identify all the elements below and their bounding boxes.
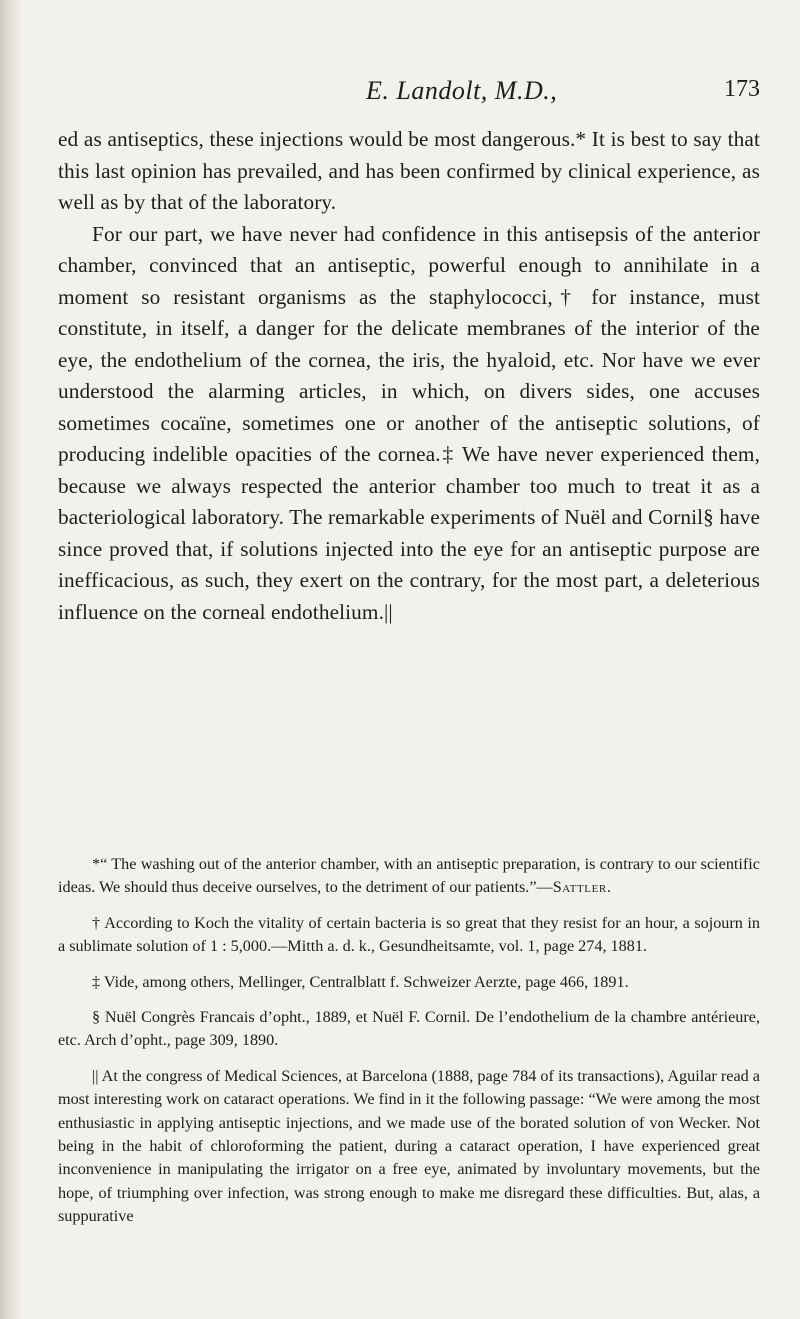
page-number: 173 [724, 76, 760, 102]
footnote-section: § Nuël Congrès Francais d’opht., 1889, et Nuël F. Cornil. De l’endothelium de la chambre antérieure, etc. Arch d’opht., page 309, 1890. [58, 1008, 760, 1050]
footnote-double-dagger: ‡ Vide, among others, Mellinger, Centralblatt f. Schweizer Aerzte, page 466, 1891. [92, 972, 629, 991]
running-head: E. Landolt, M.D., [366, 76, 558, 105]
page-header [92, 76, 760, 110]
footnote-star [58, 853, 760, 900]
paragraph: ed as antiseptics, these injections would be most dangerous.* It is best to say that this last opinion has prevailed, and has been confirmed by clinical experience, as well as by that of the laboratory. [58, 127, 760, 214]
footnote-dagger: † According to Koch the vitality of certain bacteria is so great that they resist for an hour, a sojourn in a sublimate solution of 1 : 5,000.—Mitth a. d. k., Gesundheitsamte, vol. 1, page 274, 1881. [58, 913, 760, 956]
paragraph: For our part, we have never had confidence in this antisepsis of the anterior chamber, convinced that an antiseptic, powerful enough to annihilate in a moment so resistant organisms as the staphylococci,† for instance, must constitute, in itself, a danger for the delicate membranes of the interior of the eye, the endothelium of the cornea, the iris, the hyaloid, etc. Nor have we ever understood the alarming articles, in which, on divers sides, one accuses sometimes cocaïne, sometimes one or another of the antiseptic solutions, of producing indelible opacities of the cornea.‡ We have never experienced them, because we always respected the anterior chamber too much to treat it as a bacteriological laboratory. The remarkable experiments of Nuël and Cornil§ have since proved that, if solutions injected into the eye for an antiseptic purpose are inefficacious, as such, they exert on the contrary, for the most part, a deleterious influence on the corneal endothelium.|| [58, 221, 760, 624]
main-text [58, 124, 760, 628]
footnotes [58, 853, 760, 1241]
footnote-parallel: || At the congress of Medical Sciences, at Barcelona (1888, page 784 of its transactions), Aguilar read a most interesting work on cataract operations. We find in it the following passage: “We were among the most enthusiastic in applying antiseptic injections, and we made use of the borated solution of von Wecker. Not being in the habit of chloroforming the patient, during a cataract operation, I have experienced great inconvenience in manipulating the irrigator on a free eye, animated by involuntary movements, but the hope, of triumphing over infection, was strong enough to make me disregard these difficulties. But, alas, a suppurative [58, 1066, 760, 1226]
footnote-star-author: Sattler. [552, 878, 612, 897]
binding-shadow [0, 0, 22, 1319]
footnote-star-text: *“ The washing out of the anterior chamber, with an antiseptic preparation, is contrary to our scientific ideas. We should thus deceive ourselves, to the detriment of our patients.”— [58, 855, 760, 897]
